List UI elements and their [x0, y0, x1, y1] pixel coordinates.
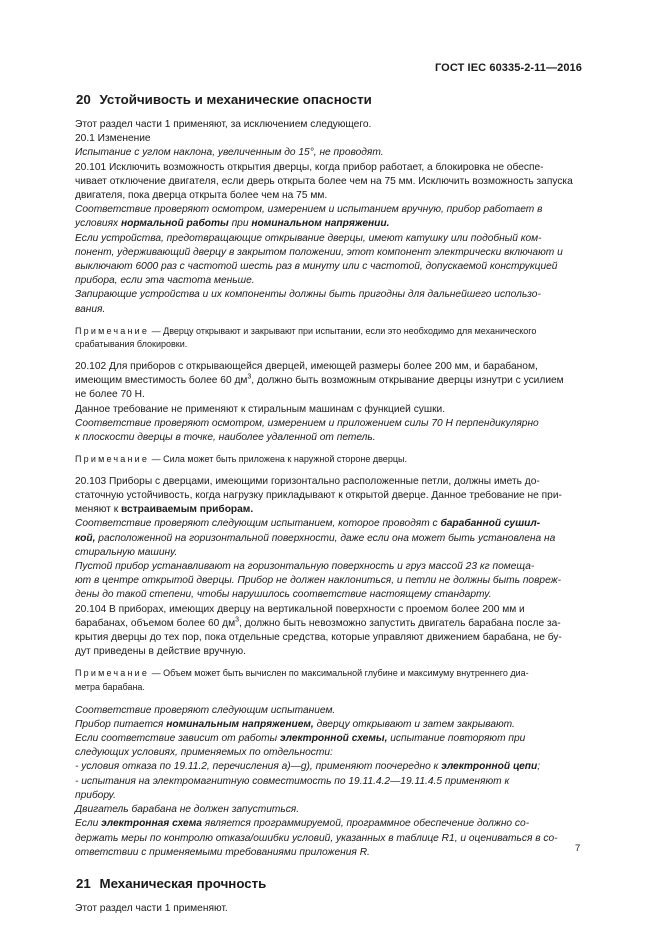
text-line: держать меры по контролю отказа/ошибки условий, указанных в таблице R1, и оцениваться в со-	[75, 832, 558, 844]
clause-20-102	[75, 360, 583, 417]
clause-20-1-text: Испытание с углом наклона, увеличенным до 15°, не проводят.	[75, 147, 384, 159]
compliance-check-1	[75, 203, 583, 231]
term-bold: номинальным напряжением,	[166, 718, 314, 730]
electronic-circuit-paragraph	[75, 732, 583, 760]
text-line: 20.102 Для приборов с открывающейся дверцей, имеющей размеры более 200 мм, и барабаном,	[75, 361, 538, 373]
text-line: ют в центре открытой дверцы. Прибор не должен наклониться, и петли не должны быть повреж-	[75, 575, 562, 587]
compliance-check-4: Соответствие проверяют следующим испытанием.	[75, 704, 336, 716]
power-paragraph	[75, 718, 583, 732]
note-1	[75, 325, 583, 352]
superscript: 3	[247, 373, 252, 381]
note-label: Примечание	[75, 668, 150, 679]
term-bold: кой,	[75, 532, 96, 544]
compliance-check-3	[75, 517, 583, 560]
note-label: Примечание	[75, 454, 150, 465]
text-line: срабатывания блокировки.	[75, 339, 188, 350]
text-line	[75, 617, 583, 631]
text-line: к плоскости дверцы в точке, наиболее удаленной от петель.	[75, 432, 376, 444]
text-line	[75, 325, 583, 339]
text-run: меняют к	[75, 504, 122, 516]
clause-20-101	[75, 161, 583, 204]
text-run: , должно быть невозможно запустить двигатель барабана после за-	[239, 617, 561, 629]
text-run: ;	[537, 761, 541, 773]
text-run: испытание повторяют при	[387, 733, 526, 745]
term-bold: электронная схема	[101, 818, 202, 830]
note-2	[75, 453, 583, 467]
condition-list	[75, 760, 583, 803]
programmable-paragraph	[75, 817, 583, 860]
term-bold: электронной цепи	[441, 761, 538, 773]
section-number: 21	[76, 875, 91, 891]
note-label: Примечание	[75, 325, 150, 336]
term-bold: электронной схемы,	[280, 733, 388, 745]
text-line: Пустой прибор устанавливают на горизонтальную поверхность и груз массой 23 кг помеща-	[75, 561, 535, 573]
text-line	[75, 517, 583, 531]
empty-device-test	[75, 560, 583, 603]
text-line: чивает отключение двигателя, если дверь открыта более чем на 75 мм. Исключить возможность запуска	[75, 175, 573, 187]
text-line: Данное требование не применяют к стиральным машинам с функцией сушки.	[75, 403, 446, 415]
text-run: - условия отказа по 19.11.2, перечисления а)—g), применяют поочередно к	[75, 761, 442, 773]
text-line: стиральную машину.	[75, 546, 178, 558]
device-paragraph	[75, 232, 583, 289]
text-line: 20.104 В приборах, имеющих дверцу на вертикальной поверхности с проемом более 200 мм и	[75, 603, 525, 615]
text-line: Если устройства, предотвращающие открывание дверцы, имеют катушку или подобный ком-	[75, 232, 542, 244]
text-line: прибору.	[75, 789, 116, 801]
section-21-intro: Этот раздел части 1 применяют.	[75, 902, 228, 914]
text-line: метра барабана.	[75, 682, 145, 693]
section-21-heading	[76, 876, 583, 892]
text-line: не более 70 Н.	[75, 389, 145, 401]
text-line	[75, 732, 583, 746]
superscript: 3	[235, 616, 240, 624]
section-title: Механическая прочность	[99, 875, 267, 891]
text-line: дены до такой степени, чтобы нарушилось соответствие настоящему стандарту.	[75, 589, 492, 601]
text-line	[75, 503, 583, 517]
compliance-check-2	[75, 417, 583, 445]
text-run: , должно быть возможным открывание дверцы изнутри с усилием	[251, 375, 564, 387]
text-run: Если	[75, 818, 102, 830]
motor-requirement: Двигатель барабана не должен запуститься.	[75, 804, 300, 816]
text-run: — Сила может быть приложена к наружной стороне дверцы.	[149, 454, 407, 465]
text-run: барабанах, объемом более 60 дм	[75, 617, 236, 629]
text-line: вания.	[75, 303, 106, 315]
term-bold: нормальной работы	[120, 218, 229, 230]
text-run: при	[228, 218, 252, 230]
text-run: Соответствие проверяют следующим испытанием, которое проводят с	[75, 518, 441, 530]
section-20-heading	[76, 92, 583, 108]
text-run: Прибор питается	[75, 718, 167, 730]
lock-paragraph	[75, 288, 583, 316]
text-run: — Объем может быть вычислен по максимальной глубине и максимуму внутреннего диа-	[149, 668, 529, 679]
list-item: - испытания на электромагнитную совместимость по 19.11.4.2—19.11.4.5 применяют к	[75, 775, 510, 787]
text-line: выключают 6000 раз с частотой шесть раз в минуту или с частотой, допускаемой конструкцией	[75, 261, 558, 273]
term-bold: номинальном напряжении.	[251, 218, 390, 230]
document-body	[75, 92, 583, 916]
text-line: понент, удерживающий дверцу в закрытом положении, этот компонент электрически включают и	[75, 246, 563, 258]
text-run: дверцу открывают и затем закрывают.	[313, 718, 515, 730]
text-line: прибора, если эта частота меньше.	[75, 275, 255, 287]
clause-20-1-heading: 20.1 Изменение	[75, 133, 151, 145]
text-run: условиях	[75, 218, 121, 230]
clause-20-103	[75, 475, 583, 518]
text-line	[75, 532, 583, 546]
section-number: 20	[76, 92, 91, 107]
text-line	[75, 217, 583, 231]
text-line: ответствии с применяемыми требованиями приложения R.	[75, 846, 370, 858]
list-item	[75, 760, 583, 774]
term-bold: барабанной сушил-	[440, 518, 541, 530]
text-line: Соответствие проверяют осмотром, измерением и приложением силы 70 Н перпендикулярно	[75, 417, 539, 429]
text-line: Запирающие устройства и их компоненты должны быть пригодны для дальнейшего использо-	[75, 289, 541, 301]
text-line	[75, 667, 583, 681]
text-line: 20.101 Исключить возможность открытия дверцы, когда прибор работает, а блокировка не обеспе-	[75, 161, 544, 173]
text-line: следующих условиях, применяемых по отдельности:	[75, 747, 333, 759]
text-run: имеющим вместимость более 60 дм	[75, 375, 248, 387]
clause-20-104	[75, 603, 583, 660]
text-line: статочную устойчивость, когда нагрузку прикладывают к открытой дверце. Данное требование не при-	[75, 490, 562, 502]
page-number: 7	[575, 843, 581, 854]
text-line: крытия дверцы до тех пор, пока отдельные средства, которые управляют движением барабана, не бу-	[75, 632, 562, 644]
section-title: Устойчивость и механические опасности	[99, 92, 372, 107]
term-bold: встраиваемым приборам.	[121, 504, 254, 516]
text-run: является программируемой, программное обеспечение должно со-	[201, 818, 530, 830]
note-3	[75, 667, 583, 694]
text-line	[75, 374, 583, 388]
section-20-intro: Этот раздел части 1 применяют, за исключением следующего.	[75, 119, 372, 130]
text-line: дут приведены в действие вручную.	[75, 646, 246, 658]
text-run: — Дверцу открывают и закрывают при испытании, если это необходимо для механического	[149, 325, 537, 336]
text-line: 20.103 Приборы с дверцами, имеющими горизонтально расположенные петли, должны иметь до-	[75, 475, 540, 487]
text-run: расположенной на горизонтальной поверхности, даже если она может быть установлена на	[95, 532, 556, 544]
text-line: двигателя, пока дверца открыта более чем на 75 мм.	[75, 190, 328, 202]
text-run: Если соответствие зависит от работы	[75, 733, 280, 745]
text-line	[75, 453, 583, 467]
text-line	[75, 817, 583, 831]
text-line: Соответствие проверяют осмотром, измерением и испытанием вручную, прибор работает в	[75, 204, 543, 216]
standard-header: ГОСТ IEC 60335-2-11—2016	[434, 62, 582, 74]
